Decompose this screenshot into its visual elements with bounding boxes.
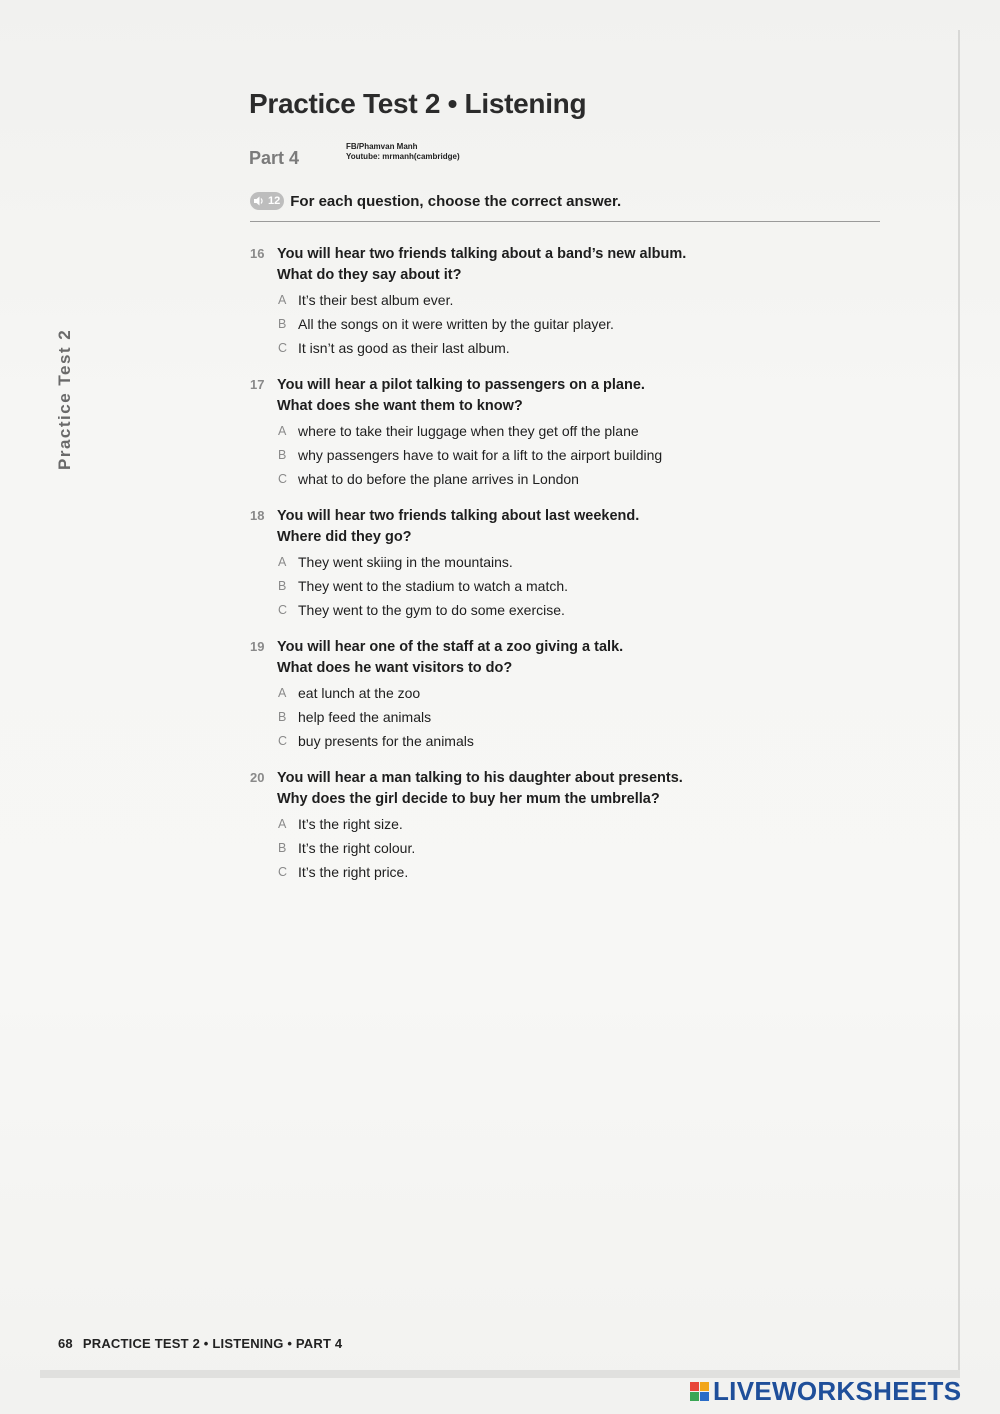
side-label: Practice Test 2 <box>55 328 74 470</box>
question-stem: What does she want them to know? <box>277 398 523 414</box>
credit-line-1: FB/Phamvan Manh <box>346 142 418 151</box>
question-stem: Why does the girl decide to buy her mum the umbrella? <box>277 791 660 807</box>
option-letter: A <box>278 424 287 438</box>
option-text: It isn’t as good as their last album. <box>298 340 510 356</box>
question-list <box>250 244 770 899</box>
option-19b[interactable] <box>278 707 770 727</box>
option-18c[interactable] <box>278 600 770 620</box>
question-17 <box>250 375 770 489</box>
question-19 <box>250 637 770 751</box>
question-stem: What do they say about it? <box>277 267 462 283</box>
question-number: 16 <box>250 246 265 261</box>
part-label: Part 4 <box>249 148 300 168</box>
option-letter: B <box>278 710 287 724</box>
page-number: 68 <box>58 1336 73 1351</box>
option-16a[interactable] <box>278 290 770 310</box>
option-20b[interactable] <box>278 838 770 858</box>
question-prompt: You will hear one of the staff at a zoo giving a talk. <box>277 639 624 655</box>
divider <box>250 221 880 222</box>
question-number: 19 <box>250 639 265 654</box>
liveworksheets-brand[interactable] <box>690 1376 961 1407</box>
option-letter: B <box>278 317 287 331</box>
option-text: eat lunch at the zoo <box>298 685 421 701</box>
option-17a[interactable] <box>278 421 770 441</box>
option-text: where to take their luggage when they get off the plane <box>298 423 639 439</box>
option-text: They went to the gym to do some exercise. <box>298 602 565 618</box>
option-text: It’s the right price. <box>298 864 409 880</box>
option-17b[interactable] <box>278 445 770 465</box>
page-title: Practice Test 2 • Listening <box>249 88 587 119</box>
option-text: what to do before the plane arrives in London <box>298 471 579 487</box>
option-letter: B <box>278 841 287 855</box>
option-text: They went to the stadium to watch a match. <box>298 578 569 594</box>
question-prompt: You will hear two friends talking about last weekend. <box>277 508 640 524</box>
option-letter: C <box>278 603 288 617</box>
option-text: It’s their best album ever. <box>298 292 454 308</box>
option-letter: B <box>278 579 287 593</box>
option-19a[interactable] <box>278 683 770 703</box>
option-text: It’s the right size. <box>298 816 403 832</box>
audio-track-number: 12 <box>268 195 281 207</box>
question-prompt: You will hear a man talking to his daughter about presents. <box>277 770 683 786</box>
option-text: It’s the right colour. <box>298 840 416 856</box>
running-title: PRACTICE TEST 2 • LISTENING • PART 4 <box>82 1336 343 1351</box>
option-letter: A <box>278 817 287 831</box>
page-footer <box>58 1336 342 1351</box>
option-16c[interactable] <box>278 338 770 358</box>
question-number: 18 <box>250 508 265 523</box>
option-16b[interactable] <box>278 314 770 334</box>
option-17c[interactable] <box>278 469 770 489</box>
option-letter: B <box>278 448 287 462</box>
option-text: help feed the animals <box>298 709 432 725</box>
option-text: buy presents for the animals <box>298 733 474 749</box>
question-18 <box>250 506 770 620</box>
option-text: All the songs on it were written by the guitar player. <box>298 316 614 332</box>
option-19c[interactable] <box>278 731 770 751</box>
credit-note <box>346 142 460 162</box>
option-letter: C <box>278 734 288 748</box>
credit-line-2: Youtube: mrmanh(cambridge) <box>346 152 460 161</box>
instruction-row <box>250 190 621 212</box>
option-18b[interactable] <box>278 576 770 596</box>
audio-track-badge[interactable] <box>250 192 284 210</box>
question-prompt: You will hear two friends talking about a band’s new album. <box>277 246 687 262</box>
option-20c[interactable] <box>278 862 770 882</box>
question-20 <box>250 768 770 882</box>
option-letter: A <box>278 293 287 307</box>
question-number: 17 <box>250 377 265 392</box>
speaker-icon <box>253 195 265 207</box>
brand-name: LIVEWORKSHEETS <box>713 1376 962 1406</box>
option-letter: A <box>278 686 287 700</box>
question-16 <box>250 244 770 358</box>
option-18a[interactable] <box>278 552 770 572</box>
option-letter: C <box>278 865 288 879</box>
option-letter: C <box>278 341 288 355</box>
question-stem: Where did they go? <box>277 529 412 545</box>
option-text: They went skiing in the mountains. <box>298 554 513 570</box>
option-20a[interactable] <box>278 814 770 834</box>
option-letter: C <box>278 472 288 486</box>
liveworksheets-logo-icon <box>690 1382 709 1401</box>
option-text: why passengers have to wait for a lift to the airport building <box>298 447 663 463</box>
option-letter: A <box>278 555 287 569</box>
question-stem: What does he want visitors to do? <box>277 660 513 676</box>
page-edge-shadow <box>958 30 960 1370</box>
question-prompt: You will hear a pilot talking to passengers on a plane. <box>277 377 645 393</box>
question-number: 20 <box>250 770 265 785</box>
instruction-text: For each question, choose the correct answer. <box>290 192 622 210</box>
